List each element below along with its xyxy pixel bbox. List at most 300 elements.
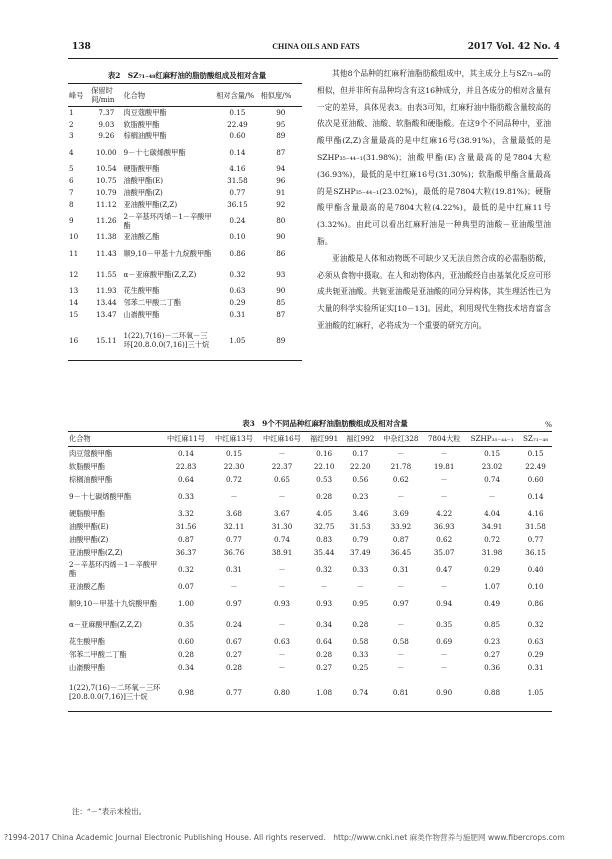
table3-cell-value: 0.72 xyxy=(484,534,501,544)
table2-cell-peak: 13 xyxy=(69,286,79,296)
table3-cell-value: 0.88 xyxy=(484,687,501,697)
table3-cell-value: 3.68 xyxy=(225,508,242,518)
table3-cell-value: 0.56 xyxy=(352,474,369,484)
table3-cell-value: 0.49 xyxy=(484,598,501,608)
table3-cell-value: 0.62 xyxy=(436,534,453,544)
table3-cell-compound: 油酸甲酯(E) xyxy=(69,521,109,531)
table2-cell-similarity: 87 xyxy=(276,147,286,157)
table3-cell-value: 1.05 xyxy=(527,687,544,697)
table2-cell-compound: 油酸甲酯(Z) xyxy=(123,187,163,197)
table3-cell-value: 0.94 xyxy=(436,598,453,608)
table2-row xyxy=(68,285,302,297)
table3-cell-value: 1.00 xyxy=(177,598,194,608)
header-rule xyxy=(68,58,558,59)
table2-row xyxy=(68,186,302,198)
table3-cell-value: 36.37 xyxy=(175,547,197,557)
table3-cell-value: 0.28 xyxy=(316,491,333,501)
table3-cell-value: 3.69 xyxy=(392,508,409,518)
table2-cell-rt: 10.79 xyxy=(96,187,117,197)
table3-cell-value: 36.76 xyxy=(223,547,245,557)
table2-cell-peak: 8 xyxy=(69,199,74,209)
table2-cell-compound: 花生酸甲酯 xyxy=(123,286,160,296)
table3-cell-value: 0.32 xyxy=(177,564,194,574)
table3-cell-value: － xyxy=(278,619,286,629)
paragraph-1: 其他8个品种的红麻籽油脂肪酸组成中，其主成分上与SZ₇₁₋₄₈的相似，但并非所有品种均含有这16种成分，并且各成分的相对含量有一定的差异，具体见表3。由表3可知，红麻籽油中脂肪酸含量较高的依次是亚油酸、油酸、软脂酸和硬脂酸。在这9个不同品种中，亚油酸甲酯(Z,Z)含量最高的是中红麻16号(38.91%)，含量最低的是SZHP₃₅₋₄₄₋₁(31.98%)；油酸甲酯(E)含量最高的是7804大粒(36.93%)，最低的是中红麻16号(31.30%)；软脂酸甲酯含量最高的是SZHP₃₅₋₄₄₋₁(23.02%)，最低的是7804大粒(19.81%)；硬脂酸甲酯含量最高的是7804大粒(4.22%)，最低的是中红麻11号(3.32%)。由此可以看出红麻籽油是一种典型的油酸－亚油酸型油脂。 xyxy=(317,69,551,246)
table3-cell-compound: 1(22),7(16)－二环氧－三环[20.8.0.0(7,16)]三十烷 xyxy=(69,683,161,702)
table3-cell-value: － xyxy=(488,491,496,501)
table3-cell-value: 0.93 xyxy=(316,598,333,608)
table2-row xyxy=(68,163,302,175)
table2-cell-peak: 2 xyxy=(69,119,74,129)
table3-cell-value: 36.93 xyxy=(433,521,455,531)
table2-header-content: 相对含量/% xyxy=(215,84,259,107)
table3-cell-value: 22.20 xyxy=(350,461,371,471)
table3-cell-value: 0.24 xyxy=(225,619,242,629)
table2-row xyxy=(68,231,302,243)
table3-cell-compound: 亚油酸乙酯 xyxy=(69,581,105,591)
table2-row xyxy=(68,264,302,285)
table2-cell-compound: 肉豆蔻酸甲酯 xyxy=(123,108,167,118)
table3-cell-value: 0.23 xyxy=(352,491,369,501)
table3-cell-value: 0.74 xyxy=(273,534,290,544)
table2-cell-content: 0.14 xyxy=(229,147,246,157)
table2-cell-peak: 12 xyxy=(69,269,79,279)
table2-cell-compound: 1(22),7(16)－二环氧－三环[20.8.0.0(7,16)]三十烷 xyxy=(123,331,210,350)
table2-cell-rt: 11.93 xyxy=(96,286,117,296)
table2-cell-content: 1.05 xyxy=(229,335,246,345)
table3-cell-value: 0.80 xyxy=(273,687,290,697)
table2-cell-content: 0.60 xyxy=(229,131,246,141)
table3-cell-value: 22.49 xyxy=(525,461,546,471)
table2-cell-compound: 邻苯二甲酸二丁酯 xyxy=(123,298,181,308)
table2-row xyxy=(68,297,302,309)
table3-cell-value: － xyxy=(356,581,364,591)
body-text xyxy=(317,66,551,335)
table2-cell-compound: 2－辛基环丙烯－1－辛酸甲酯 xyxy=(123,211,212,230)
table2-cell-peak: 1 xyxy=(69,108,74,118)
table3-cell-value: 31.53 xyxy=(350,521,371,531)
table2-cell-peak: 5 xyxy=(69,164,74,174)
table3-cell-value: 0.27 xyxy=(225,649,242,659)
table3-cell-value: 0.65 xyxy=(273,474,290,484)
table3-cell-value: 0.87 xyxy=(177,534,194,544)
table2-cell-similarity: 89 xyxy=(276,131,286,141)
table2-header-peak: 峰号 xyxy=(68,84,90,107)
table3-cell-value: 0.81 xyxy=(392,687,409,697)
journal-name: CHINA OILS AND FATS xyxy=(272,42,360,51)
table2-cell-compound: 山嵛酸甲酯 xyxy=(123,309,160,319)
table2-cell-rt: 15.11 xyxy=(96,335,117,345)
table3-cell-value: 0.07 xyxy=(177,581,194,591)
table2-cell-peak: 6 xyxy=(69,176,74,186)
table3-row xyxy=(68,593,552,614)
table3-cell-value: 0.63 xyxy=(527,636,544,646)
table3-cell-value: 0.93 xyxy=(273,598,290,608)
table3-cell-value: 3.32 xyxy=(177,508,194,518)
table3-cell-value: － xyxy=(440,581,448,591)
table3-header-col: 中红麻11号 xyxy=(162,432,210,447)
table2-cell-content: 31.58 xyxy=(227,176,248,186)
table2-header-row xyxy=(68,84,302,107)
table3-cell-value: － xyxy=(278,662,286,672)
table3-cell-compound: 9－十七碳烯酸甲酯 xyxy=(69,491,132,501)
table2-cell-content: 0.63 xyxy=(229,286,246,296)
table3-cell-value: 37.49 xyxy=(350,547,371,557)
table2-cell-similarity: 91 xyxy=(276,187,286,197)
table3-cell-compound: 硬脂酸甲酯 xyxy=(69,508,105,518)
table3-cell-value: 36.45 xyxy=(390,547,412,557)
table3-cell-value: 0.87 xyxy=(392,534,409,544)
table3-cell-value: 0.64 xyxy=(177,474,194,484)
table2-cell-rt: 13.47 xyxy=(96,309,117,319)
table3-cell-value: 0.33 xyxy=(177,491,194,501)
table3-cell-value: － xyxy=(397,619,405,629)
table2-cell-similarity: 95 xyxy=(276,119,286,129)
table2-header-similarity: 相似度/% xyxy=(260,84,302,107)
table3-header-col: 化合物 xyxy=(68,432,162,447)
table2-cell-peak: 4 xyxy=(69,147,74,157)
table2-cell-similarity: 90 xyxy=(276,232,286,242)
table3-cell-value: 0.32 xyxy=(316,564,333,574)
table2-cell-content: 0.86 xyxy=(229,248,246,258)
table2-cell-compound: 棕榈油酸甲酯 xyxy=(123,131,167,141)
table3-cell-value: 19.81 xyxy=(433,461,455,471)
table3-cell-value: 4.05 xyxy=(316,508,333,518)
table3-cell-value: 0.32 xyxy=(527,619,544,629)
table3-cell-value: 4.04 xyxy=(484,508,501,518)
table3-cell-value: 0.35 xyxy=(436,619,453,629)
table3-cell-value: 0.28 xyxy=(316,649,333,659)
table3-cell-compound: 花生酸甲酯 xyxy=(69,636,105,646)
table2-header-compound: 化合物 xyxy=(122,84,215,107)
table2-cell-rt: 9.03 xyxy=(98,119,115,129)
table3-cell-compound: α－亚麻酸甲酯(Z,Z,Z) xyxy=(69,619,142,629)
table2-cell-rt: 11.38 xyxy=(96,232,117,242)
table2-row xyxy=(68,142,302,163)
table3-cell-value: － xyxy=(440,649,448,659)
table2-cell-peak: 3 xyxy=(69,131,74,141)
table2-cell-peak: 15 xyxy=(69,309,79,319)
table3-cell-value: 32.11 xyxy=(223,521,245,531)
table3-cell-compound: 2－辛基环丙烯－1－辛酸甲酯 xyxy=(69,560,158,578)
table3-cell-value: － xyxy=(397,581,405,591)
table3-cell-value: 22.30 xyxy=(223,461,245,471)
table3-row xyxy=(68,533,552,546)
table3-cell-value: 0.62 xyxy=(392,474,409,484)
table3-cell-value: 0.36 xyxy=(484,662,501,672)
table3-row xyxy=(68,520,552,533)
table3-cell-value: 4.16 xyxy=(527,508,544,518)
table2-cell-peak: 16 xyxy=(69,335,79,345)
table3-header-col: 中红麻16号 xyxy=(258,432,306,447)
table2-row xyxy=(68,198,302,210)
paragraph-2: 亚油酸是人体和动物既不可缺少又无法自然合成的必需脂肪酸，必须从食物中摄取。在人和动物体内，亚油酸经自由基氧化反应可形成共轭亚油酸。共轭亚油酸是亚油酸的同分异构体，其生理活性已为大量的科学实验所证实[10－13]。因此，利用现代生物技术培育富含亚油酸的红麻籽，必将成为一个重要的研究方向。 xyxy=(317,253,551,330)
table3-cell-value: 0.15 xyxy=(225,448,242,458)
table3-cell-value: 35.44 xyxy=(313,547,335,557)
page-number: 138 xyxy=(72,42,91,52)
table2-cell-content: 4.16 xyxy=(229,164,246,174)
table3-cell-value: 0.16 xyxy=(316,448,333,458)
table3-cell-compound: 棕榈油酸甲酯 xyxy=(69,474,113,484)
table3-cell-value: 0.95 xyxy=(352,598,369,608)
table3-row xyxy=(68,473,552,486)
table2-caption: 表2 SZ₇₁₋₄₈红麻籽油的脂肪酸组成及相对含量 xyxy=(107,71,267,80)
table3-header-row xyxy=(68,432,552,447)
table3-row xyxy=(68,486,552,507)
table3-cell-value: 0.33 xyxy=(352,649,369,659)
table3-cell-value: 36.15 xyxy=(525,547,546,557)
table3-cell-value: 0.47 xyxy=(436,564,453,574)
table3-cell-value: 0.33 xyxy=(352,564,369,574)
table3-cell-value: 0.29 xyxy=(484,564,501,574)
table3-row xyxy=(68,661,552,674)
table3-cell-value: 0.15 xyxy=(527,448,544,458)
table3-cell-value: 0.53 xyxy=(316,474,333,484)
table3-header-col: 7804大粒 xyxy=(423,432,465,447)
table3-cell-value: 31.58 xyxy=(525,521,546,531)
table3-cell-compound: 邻苯二甲酸二丁酯 xyxy=(69,649,127,659)
table3-cell-value: 0.34 xyxy=(316,619,333,629)
table2-cell-content: 0.24 xyxy=(229,216,246,226)
table2-row xyxy=(68,243,302,264)
table3-header-col: 福红991 xyxy=(306,432,342,447)
table3-cell-value: 0.86 xyxy=(527,598,544,608)
table3-cell-value: 0.79 xyxy=(352,534,369,544)
table3-row xyxy=(68,447,552,460)
table3-cell-value: 0.90 xyxy=(436,687,453,697)
table3-cell-value: － xyxy=(278,649,286,659)
table2-cell-peak: 7 xyxy=(69,187,74,197)
table3-cell-value: 35.07 xyxy=(433,547,455,557)
table2-cell-rt: 9.26 xyxy=(98,131,115,141)
table3-cell-value: 0.31 xyxy=(225,564,242,574)
table3-cell-value: 0.77 xyxy=(527,534,544,544)
table3-cell-value: 31.98 xyxy=(481,547,503,557)
table2-cell-content: 0.29 xyxy=(229,298,246,308)
table3-cell-value: 1.08 xyxy=(316,687,333,697)
table3-cell-compound: 软脂酸甲酯 xyxy=(69,461,105,471)
table3-cell-value: 0.34 xyxy=(177,662,194,672)
table2-cell-content: 0.32 xyxy=(229,269,246,279)
table2-row xyxy=(68,308,302,320)
table3-cell-value: － xyxy=(230,581,238,591)
table3-cell-value: 0.23 xyxy=(484,636,501,646)
table3-cell-value: 0.31 xyxy=(527,662,544,672)
table3-cell-value: 0.14 xyxy=(527,491,544,501)
table3-cell-value: － xyxy=(278,448,286,458)
table2-cell-content: 0.15 xyxy=(229,108,246,118)
table3-cell-value: 0.29 xyxy=(527,649,544,659)
table3-cell-value: 0.58 xyxy=(392,636,409,646)
table3-caption: 表3 9个不同品种红麻籽油脂肪酸组成及相对含量 xyxy=(242,419,408,428)
table2-cell-similarity: 80 xyxy=(276,216,286,226)
table2-cell-rt: 11.55 xyxy=(96,269,117,279)
table2-cell-similarity: 86 xyxy=(276,248,286,258)
table3-cell-compound: 山嵛酸甲酯 xyxy=(69,662,105,672)
table3-row xyxy=(68,559,552,580)
table3-row xyxy=(68,546,552,559)
table3-row xyxy=(68,614,552,635)
table2-cell-rt: 10.00 xyxy=(96,147,117,157)
table3-cell-value: 0.60 xyxy=(527,474,544,484)
table3-cell-value: － xyxy=(440,662,448,672)
table3-row xyxy=(68,635,552,648)
page-header xyxy=(72,42,560,56)
table2-cell-compound: α－亚麻酸甲酯(Z,Z,Z) xyxy=(123,269,197,279)
table2-cell-rt: 11.43 xyxy=(96,248,117,258)
table3-cell-value: 0.31 xyxy=(392,564,409,574)
table2-cell-similarity: 96 xyxy=(276,176,286,186)
table2-cell-rt: 10.75 xyxy=(96,176,117,186)
table3-cell-compound: 肉豆蔻酸甲酯 xyxy=(69,448,113,458)
table3-cell-value: 0.28 xyxy=(225,662,242,672)
table2-row xyxy=(68,175,302,187)
table2-cell-content: 22.49 xyxy=(227,119,248,129)
table3-cell-value: 0.64 xyxy=(316,636,333,646)
table3-cell-value: 3.46 xyxy=(352,508,369,518)
table3-header-col: SZHP₃₅₋₄₄₋₁ xyxy=(465,432,519,447)
table3-cell-value: 1.07 xyxy=(484,581,501,591)
table3-cell-value: 38.91 xyxy=(271,547,293,557)
table3-cell-value: － xyxy=(440,474,448,484)
table3-cell-value: － xyxy=(397,491,405,501)
table3-cell-value: 3.67 xyxy=(273,508,290,518)
table3-row xyxy=(68,580,552,593)
table3-cell-value: － xyxy=(230,491,238,501)
table3-cell-value: 32.75 xyxy=(313,521,335,531)
table2-cell-compound: 油酸甲酯(E) xyxy=(123,176,164,186)
table3-cell-value: 0.25 xyxy=(352,662,369,672)
table3-cell-value: 0.97 xyxy=(225,598,242,608)
table2-cell-compound: 软脂酸甲酯 xyxy=(123,119,160,129)
table3-cell-value: － xyxy=(278,491,286,501)
table3-body xyxy=(68,447,552,712)
table3-cell-value: 0.14 xyxy=(177,448,194,458)
table2-row xyxy=(68,107,302,119)
table2-cell-content: 0.31 xyxy=(229,309,246,319)
table2-cell-similarity: 92 xyxy=(276,199,286,209)
table2-cell-compound: 亚油酸甲酯(Z,Z) xyxy=(123,199,178,209)
table3-cell-compound: 油酸甲酯(Z) xyxy=(69,534,109,544)
table3-cell-value: 21.78 xyxy=(390,461,412,471)
table3-cell-value: 22.10 xyxy=(313,461,335,471)
table3-cell-value: 22.83 xyxy=(175,461,197,471)
table3-header-col: 中杂红328 xyxy=(378,432,423,447)
table3 xyxy=(68,432,552,712)
table2-cell-similarity: 90 xyxy=(276,108,286,118)
table3-cell-value: 0.15 xyxy=(484,448,501,458)
table2-cell-peak: 9 xyxy=(69,216,74,226)
table2-cell-peak: 11 xyxy=(69,248,79,258)
table3-cell-value: 0.72 xyxy=(225,474,242,484)
table2-cell-compound: 顺9,10－甲基十九烷酸甲酯 xyxy=(123,248,212,258)
table2-cell-similarity: 90 xyxy=(276,286,286,296)
table3-header-col: SZ₇₁₋₄₈ xyxy=(519,432,552,447)
table3-cell-value: 0.85 xyxy=(484,619,501,629)
table2-cell-compound: 9－十七碳烯酸甲酯 xyxy=(123,147,186,157)
table3-cell-value: 0.98 xyxy=(177,687,194,697)
table2-cell-similarity: 87 xyxy=(276,309,286,319)
table3-header-col: 中红麻13号 xyxy=(210,432,258,447)
table3-cell-value: － xyxy=(440,491,448,501)
table3-cell-value: 33.92 xyxy=(390,521,412,531)
table2-cell-similarity: 85 xyxy=(276,298,286,308)
table3-cell-value: 0.40 xyxy=(527,564,544,574)
table2-cell-peak: 10 xyxy=(69,232,79,242)
table3-cell-compound: 亚油酸甲酯(Z,Z) xyxy=(69,547,123,557)
table2-cell-content: 36.15 xyxy=(227,199,248,209)
table2-cell-similarity: 89 xyxy=(276,335,286,345)
table3-cell-value: 4.22 xyxy=(436,508,453,518)
table3-cell-value: 0.28 xyxy=(352,619,369,629)
table3-cell-value: 0.28 xyxy=(177,649,194,659)
table2-cell-content: 0.77 xyxy=(229,187,246,197)
table2-cell-rt: 11.12 xyxy=(96,199,117,209)
table3-row xyxy=(68,460,552,473)
table2 xyxy=(68,84,302,361)
table2-row xyxy=(68,130,302,142)
table3-unit: % xyxy=(545,420,553,429)
table3-note: 注：“－”表示未检出。 xyxy=(72,807,147,816)
table2-cell-content: 0.10 xyxy=(229,232,246,242)
table3-cell-value: 0.83 xyxy=(316,534,333,544)
table3-cell-value: 23.02 xyxy=(481,461,503,471)
table2-cell-rt: 10.54 xyxy=(96,164,117,174)
table3-cell-value: 0.17 xyxy=(352,448,369,458)
page-footer: ?1994-2017 China Academic Journal Electronic Publishing House. All rights reserved. http://www.cnki.net 麻类作物营养与施肥网 www.fibercrops.com xyxy=(4,833,565,842)
table3-row xyxy=(68,507,552,520)
table2-cell-similarity: 93 xyxy=(276,269,286,279)
table3-cell-value: 0.60 xyxy=(177,636,194,646)
table2-cell-compound: 亚油酸乙酯 xyxy=(123,232,160,242)
table3-cell-value: 0.97 xyxy=(392,598,409,608)
table2-header-rt: 保留时间/min xyxy=(90,84,122,107)
table2-cell-rt: 13.44 xyxy=(96,298,117,308)
table3-cell-value: 0.74 xyxy=(352,687,369,697)
table3-cell-compound: 顺9,10－甲基十九烷酸甲酯 xyxy=(69,598,157,608)
table3-cell-value: － xyxy=(397,448,405,458)
table3-cell-value: 0.77 xyxy=(225,534,242,544)
table3-cell-value: － xyxy=(278,581,286,591)
table3-cell-value: 0.58 xyxy=(352,636,369,646)
table3-cell-value: 0.69 xyxy=(436,636,453,646)
table3-cell-value: － xyxy=(278,564,286,574)
table2-row xyxy=(68,210,302,231)
table3-cell-value: 22.37 xyxy=(271,461,293,471)
table3-header-col: 福红992 xyxy=(342,432,378,447)
table3-cell-value: 31.30 xyxy=(271,521,293,531)
table3-cell-value: － xyxy=(397,662,405,672)
table3-cell-value: － xyxy=(397,649,405,659)
table3-cell-value: 0.27 xyxy=(484,649,501,659)
table3-cell-value: 34.91 xyxy=(481,521,503,531)
table2-body xyxy=(68,107,302,361)
table2-cell-compound: 硬脂酸甲酯 xyxy=(123,164,160,174)
table2-cell-peak: 14 xyxy=(69,298,79,308)
table2-cell-rt: 11.26 xyxy=(96,216,117,226)
table3-cell-value: 31.56 xyxy=(175,521,197,531)
table3-cell-value: 0.35 xyxy=(177,619,194,629)
table3-cell-value: － xyxy=(440,448,448,458)
table2-cell-rt: 7.37 xyxy=(98,108,115,118)
table3-row xyxy=(68,648,552,661)
table2-cell-similarity: 94 xyxy=(276,164,286,174)
table3-cell-value: － xyxy=(320,581,328,591)
table2-row xyxy=(68,118,302,130)
table3-cell-value: 0.77 xyxy=(225,687,242,697)
table3-cell-value: 0.27 xyxy=(316,662,333,672)
table2-row xyxy=(68,320,302,360)
